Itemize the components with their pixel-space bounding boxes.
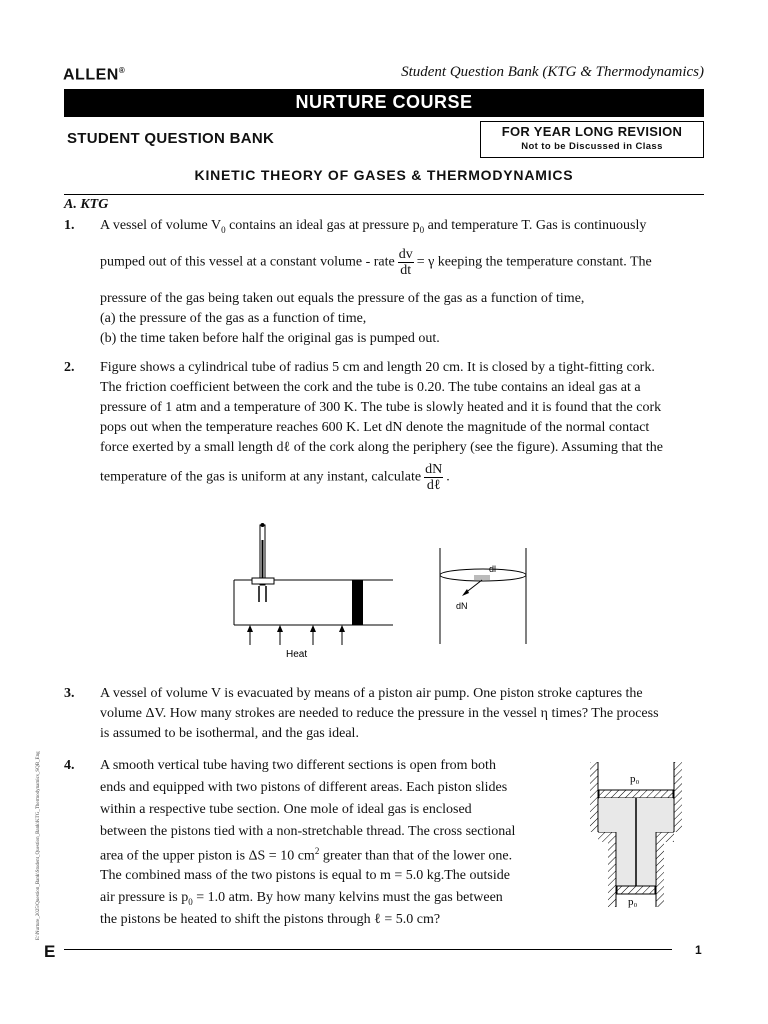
question-4-line-1: A smooth vertical tube having two different sections is open from both [100, 758, 496, 773]
heated-tube-figure [228, 520, 398, 665]
question-3-line-2: volume ΔV. How many strokes are needed to reduce the pressure in the vessel η times? The process [100, 706, 659, 721]
question-1-line-2: pumped out of this vessel at a constant volume - rate $\frac{dv}{dt}$ = γ keeping the temperature constant. The [100, 247, 652, 278]
question-4-line-7: air pressure is $p_0 = 1.0$ atm. By how many kelvins must the gas between [100, 890, 503, 907]
page-number: 1 [695, 943, 702, 957]
question-4-line-3: within a respective tube section. One mole of ideal gas is enclosed [100, 802, 472, 817]
running-title: Student Question Bank (KTG & Thermodynamics) [401, 64, 704, 80]
question-2-line-6: temperature of the gas is uniform at any instant, calculate $\frac{dN}{\text{dℓ}}$ . [100, 462, 450, 493]
outside-pressure-bottom: p₀ [628, 896, 638, 908]
dl-label: dl [489, 564, 497, 574]
question-number: 2. [64, 360, 75, 375]
question-2-line-3: pressure of 1 atm and a temperature of 300 K. The tube is slowly heated and it is found that the cork [100, 400, 662, 415]
outside-pressure-top: p₀ [630, 773, 640, 785]
rate-fraction: $\frac{dv}{dt}$ [398, 247, 413, 278]
heat-label: Heat [286, 649, 308, 660]
logo-mark: ® [118, 66, 126, 75]
question-4-line-8: the pistons be heated to shift the pistons through ℓ = 5.0 cm? [100, 912, 441, 927]
question-2-line-5: force exerted by a small length dℓ of the cork along the periphery (see the figure). Assuming that the [100, 440, 664, 455]
logo-text: ALLEN [63, 66, 119, 84]
question-1-line-1: A vessel of volume $V_0$ contains an ideal gas at pressure $p_0$ and temperature T. Gas is continuously [100, 218, 647, 235]
revision-box-line2: Not to be Discussed in Class [521, 141, 663, 152]
dn-label: dN [456, 601, 468, 611]
dn-dl-fraction: $\frac{dN}{\text{dℓ}}$ [425, 462, 443, 493]
question-number: 4. [64, 758, 75, 773]
question-2-line-2: The friction coefficient between the cork and the tube is 0.20. The tube contains an ideal gas at a [100, 380, 641, 395]
question-1-line-5: (b) the time taken before half the original gas is pumped out. [100, 331, 440, 346]
cork-figure [436, 548, 530, 644]
question-4-line-6: The combined mass of the two pistons is equal to m = 5.0 kg.The outside [100, 868, 510, 883]
piston-tube-figure [590, 762, 690, 914]
question-1-line-4: (a) the pressure of the gas as a function of time, [100, 311, 367, 326]
section-heading: A. KTG [64, 197, 109, 212]
allen-logo [63, 66, 125, 84]
question-number: 3. [64, 686, 75, 701]
question-3-line-3: is assumed to be isothermal, and the gas ideal. [100, 726, 359, 741]
question-4-line-5: area of the upper piston is ΔS = 10 $cm^2$ greater than that of the lower one. [100, 846, 513, 864]
question-number: 1. [64, 218, 75, 233]
question-4-line-4: between the pistons tied with a non-stretchable thread. The cross sectional [100, 824, 516, 839]
question-1-line-3: pressure of the gas being taken out equals the pressure of the gas as a function of time, [100, 291, 585, 306]
footer-letter: E [44, 942, 56, 961]
footer-divider [64, 949, 672, 950]
revision-box [480, 121, 704, 158]
question-3-line-1: A vessel of volume V is evacuated by means of a piston air pump. One piston stroke captures the [100, 686, 643, 701]
topic-divider [64, 194, 704, 195]
revision-box-line1: FOR YEAR LONG REVISION [501, 124, 683, 139]
course-banner: NURTURE COURSE [64, 89, 704, 117]
topic-title: KINETIC THEORY OF GASES & THERMODYNAMICS [194, 167, 574, 183]
side-file-path: E:\Nurture_2025\Question_Bank\Student_Question_Bank\KTG_Thermodynamics_SQB_Eng [36, 751, 41, 940]
question-2-line-1: Figure shows a cylindrical tube of radius 5 cm and length 20 cm. It is closed by a tight-fitting cork. [100, 360, 655, 375]
question-2-line-4: pops out when the temperature reaches 600 K. Let dN denote the magnitude of the normal contact [100, 420, 650, 435]
question-bank-title: STUDENT QUESTION BANK [67, 130, 275, 147]
question-4-line-2: ends and equipped with two pistons of different areas. Each piston slides [100, 780, 508, 795]
